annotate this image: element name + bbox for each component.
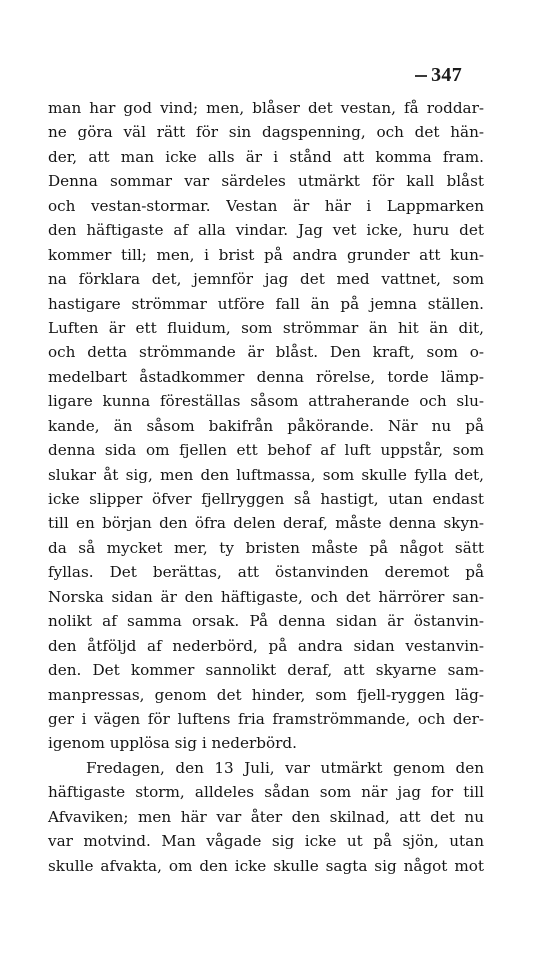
text-line: manpressas, genom det hinder, som fjell-ryggen läg- [48, 685, 484, 704]
text-line: icke slipper öfver fjellryggen så hastigt, utan endast [48, 490, 484, 508]
text-line: denna sida om fjellen ett behof af luft uppstår, som [48, 441, 484, 460]
text-line: kommer till; men, i brist på andra grunder att kun- [48, 245, 484, 264]
text-line: ne göra väl rätt för sin dagspenning, och det hän- [48, 123, 484, 142]
text-line: nolikt af samma orsak. På denna sidan är östanvin- [48, 612, 484, 631]
text-line: och vestan-stormar. Vestan är här i Lappmarken [48, 196, 484, 215]
page-number [415, 64, 462, 87]
text-line: Fredagen, den 13 Juli, var utmärkt genom den [86, 758, 484, 777]
text-line: der, att man icke alls är i stånd att komma fram. [48, 147, 484, 166]
text-line: na förklara det, jemnför jag det med vattnet, som [48, 270, 484, 289]
text-line: Denna sommar var särdeles utmärkt för kall blåst [48, 172, 484, 191]
text-line: den. Det kommer sannolikt deraf, att skyarne sam- [48, 661, 484, 680]
text-line: till en början den öfra delen deraf, måste denna skyn- [48, 514, 484, 533]
text-line: Norska sidan är den häftigaste, och det härrörer san- [48, 587, 484, 606]
text-line: slukar åt sig, men den luftmassa, som skulle fylla det, [48, 465, 484, 484]
text-line: den åtföljd af nederbörd, på andra sidan vestanvin- [48, 636, 484, 655]
text-line: man har god vind; men, blåser det vestan, få roddar- [48, 99, 484, 117]
text-line: fyllas. Det berättas, att östanvinden deremot på [48, 563, 484, 582]
text-line: den häftigaste af alla vindar. Jag vet icke, huru det [48, 221, 484, 240]
text-line: da så mycket mer, ty bristen måste på något sätt [48, 538, 484, 557]
text-line: Afvaviken; men här var åter den skilnad, att det nu [48, 807, 484, 826]
text-line: och detta strömmande är blåst. Den kraft, som o- [48, 343, 484, 362]
text-line: häftigaste storm, alldeles sådan som när jag for till [48, 783, 484, 802]
text-line: igenom upplösa sig i nederbörd. [48, 734, 297, 753]
text-line: ger i vägen för luftens fria framströmmande, och der- [48, 709, 484, 728]
body-text [48, 96, 484, 878]
text-line: skulle afvakta, om den icke skulle sagta sig något mot [48, 856, 484, 875]
text-line: kande, än såsom bakifrån påkörande. När nu på [48, 416, 484, 435]
page-number-text: 347 [431, 64, 462, 86]
text-line: hastigare strömmar utföre fall än på jemna ställen. [48, 294, 484, 313]
text-line: var motvind. Man vågade sig icke ut på sjön, utan [48, 832, 484, 851]
text-line: medelbart åstadkommer denna rörelse, torde lämp- [48, 367, 484, 386]
text-line: Luften är ett fluidum, som strömmar än hit än dit, [48, 318, 484, 337]
page-number-dash [415, 75, 427, 77]
text-line: ligare kunna föreställas såsom attraherande och slu- [48, 392, 484, 411]
